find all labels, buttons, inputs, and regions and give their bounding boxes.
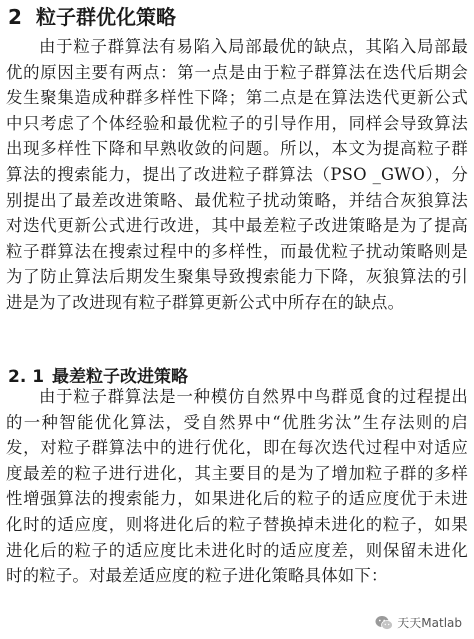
section-heading <box>8 4 176 30</box>
section-number: 2 <box>8 5 22 29</box>
section-body-text: 由于粒子群算法有易陷入局部最优的缺点，其陷入局部最优的原因主要有两点：第一点是由于粒子群算法在迭代后期会发生聚集造成种群多样性下降；第二点是在算法迭代更新公式中只考虑了个体经验和最优粒子的引导作用，同样会导致算法出现多样性下降和早熟收敛的问题。所以，本文为提高粒子群算法的搜索能力，提出了改进粒子群算法（PSO _GWO），分别提出了最差改进策略、最优粒子扰动策略，并结合灰狼算法对迭代更新公式进行改进，其中最差粒子改进策略是为了提高粒子群算法在搜索过程中的多样性，而最优粒子扰动策略则是为了防止算法后期发生聚集导致搜索能力下降，灰狼算法的引进是为了改进现有粒子群算更新公式中所存在的缺点。 <box>6 37 468 312</box>
subsection-number: 2. 1 <box>8 367 45 387</box>
subsection-body-text: 由于粒子群算法是一种模仿自然界中鸟群觅食的过程提出的一种智能优化算法，受自然界中“优胜劣汰”生存法则的启发，对粒子群算法中的进行优化，即在每次迭代过程中对适应度最差的粒子进行进化，其主要目的是为了增加粒子群的多样性增强算法的搜索能力，如果进化后的粒子的适应度优于未进化时的适应度，则将进化后的粒子替换掉未进化的粒子，如果进化后的粒子的适应度比未进化时的适应度差，则保留未进化时的粒子。对最差适应度的粒子进化策略具体如下： <box>6 387 468 586</box>
subsection-title: 最差粒子改进策略 <box>52 367 188 387</box>
subsection-paragraph <box>6 384 468 589</box>
section-title: 粒子群优化策略 <box>36 5 176 29</box>
watermark-text: 天天Matlab <box>397 616 462 630</box>
wechat-icon <box>375 615 393 631</box>
watermark <box>371 612 466 633</box>
section-paragraph <box>6 34 468 316</box>
